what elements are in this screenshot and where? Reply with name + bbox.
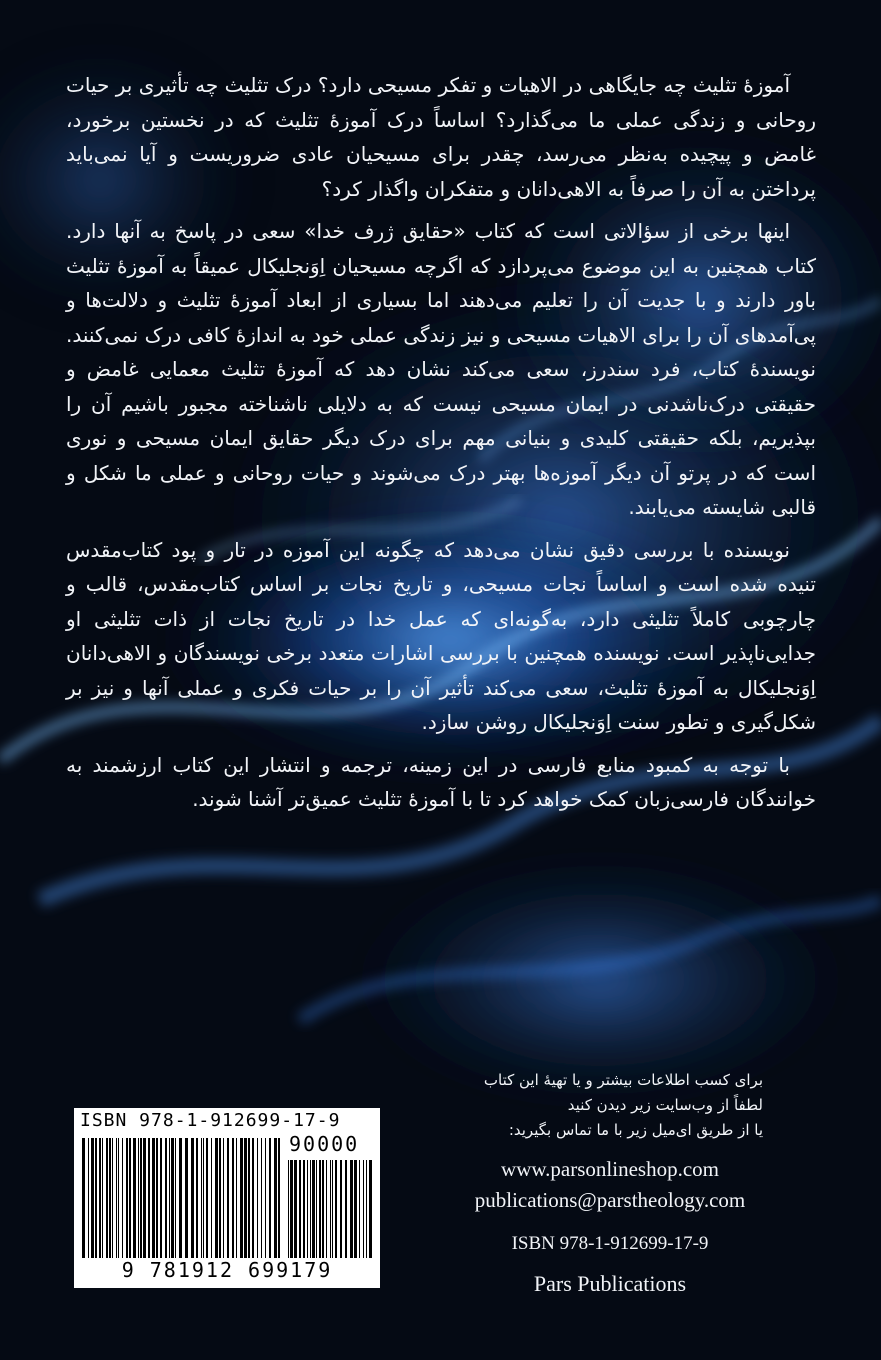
barcode-bar: [148, 1138, 150, 1258]
barcode-bar: [335, 1160, 337, 1258]
barcode-bar: [332, 1160, 333, 1258]
barcode-bar: [299, 1160, 301, 1258]
barcode-bar: [191, 1138, 194, 1258]
description-paragraph-3: نویسنده با بررسی دقیق نشان می‌دهد که چگونه این آموزه در تار و پود کتاب‌مقدس تنیده شده است و اساساً نجات مسیحی، و تاریخ نجات بر اساس کتاب‌مقدس، قالب و چارچوبی کاملاً تثلیثی دارد، به‌گونه‌ای که عمل خدا در تاریخ نجات از ذات تثلیثی او جدایی‌ناپذیر است. نویسنده همچنین با بررسی اشارات متعدد برخی نویسندگان و الاهی‌دانان اِوَنجلیکال به آموزهٔ تثلیث، سعی می‌کند تأثیر آن را بر حیات فکری و عملی آنها و نیز بر شکل‌گیری و تطور سنت اِوَنجلیکال روشن سازد.: [66, 537, 816, 734]
barcode-bar: [265, 1138, 266, 1258]
barcode-bar: [95, 1138, 97, 1258]
description-paragraph-2: اینها برخی از سؤالاتی است که کتاب «حقایق ژرف خدا» سعی در پاسخ به آنها دارد. کتاب همچنین به این موضوع می‌پردازد که اگرچه مسیحیان اِوَنجلیکال عمیقاً به آموزهٔ تثلیث باور دارند و با جدیت آن را تعلیم می‌دهند اما بسیاری از ابعاد آموزهٔ تثلیث و دلالت‌ها و پی‌آمدهای آن را برای الاهیات مسیحی و نیز زندگی عملی خود به اندازهٔ کافی درک نمی‌کنند. نویسندهٔ کتاب، فرد سندرز، سعی می‌کند نشان دهد که آموزهٔ تثلیث معمایی غامض و حقیقتی درک‌ناشدنی در ایمان مسیحی نیست که به دلایلی ناشناخته مجبور باشیم آن را بپذیریم، بلکه حقیقتی کلیدی و بنیانی مهم برای درک دیگر حقایق ایمان مسیحی و نوری است که در پرتو آن دیگر آموزه‌ها بهتر درک می‌شوند و حیات روحانی و عملی ما شکل و قالبی شایسته می‌یابند.: [66, 219, 816, 519]
barcode-bar: [236, 1138, 237, 1258]
barcode-bar: [366, 1160, 367, 1258]
barcode-bar: [257, 1138, 258, 1258]
barcode-bar: [203, 1138, 204, 1258]
barcode-price-code: 90000: [289, 1132, 360, 1156]
barcode-bar: [219, 1138, 221, 1258]
barcode-bar: [350, 1160, 353, 1258]
barcode-bar: [248, 1138, 250, 1258]
barcode-bar: [143, 1138, 146, 1258]
barcode-bar: [294, 1160, 297, 1258]
barcode-bar: [171, 1138, 174, 1258]
contact-line-2: لطفاً از وب‌سایت زیر دیدن کنید: [567, 1096, 763, 1114]
barcode-bar: [244, 1138, 247, 1258]
barcode-bar: [269, 1138, 271, 1258]
description-paragraph-4: با توجه به کمبود منابع فارسی در این زمینه، ترجمه و انتشار این کتاب ارزشمند به خوانندگان فارسی‌زبان کمک خواهد کرد تا با آموزهٔ تثلیث عمیق‌تر آشنا شوند.: [66, 752, 816, 811]
email-link[interactable]: publications@parstheology.com: [474, 1188, 746, 1212]
barcode-bar: [102, 1138, 103, 1258]
description-paragraph-1: آموزهٔ تثلیث چه جایگاهی در الاهیات و تفکر مسیحی دارد؟ درک تثلیث چه تأثیری بر حیات روحانی و زندگی عملی ما می‌گذارد؟ اساساً درک آموزهٔ تثلیث که در نخستین برخورد، غامض و پیچیده به‌نظر می‌رسد، چقدر برای مسیحیان عادی ضروریست و آیا نمی‌باید پرداختن به آن را صرفاً به الاهی‌دانان و متفکران واگذار کرد؟: [66, 73, 816, 201]
barcode-bar: [116, 1138, 117, 1258]
barcode-bar: [201, 1138, 202, 1258]
barcode-bar: [165, 1138, 167, 1258]
barcode-bar: [240, 1138, 243, 1258]
barcode-bar: [211, 1138, 212, 1258]
back-cover-description: [66, 68, 816, 825]
publisher-name: Pars Publications: [533, 1271, 687, 1296]
barcode-bar: [274, 1138, 277, 1258]
barcode-bar: [215, 1138, 218, 1258]
barcode-bar: [232, 1138, 234, 1258]
barcode-bar: [140, 1138, 142, 1258]
barcode-bar: [185, 1138, 188, 1258]
contact-line-3: یا از طریق ای‌میل زیر با ما تماس بگیرید:: [508, 1121, 763, 1139]
barcode-bar: [106, 1138, 108, 1258]
barcode-bar: [109, 1138, 111, 1258]
barcode-bar: [322, 1160, 324, 1258]
barcode-bar: [340, 1160, 342, 1258]
barcode-bar: [175, 1138, 176, 1258]
barcode-bar: [169, 1138, 170, 1258]
barcode-bar: [129, 1138, 131, 1258]
barcode-bar: [91, 1138, 94, 1258]
barcode-bar: [345, 1160, 347, 1258]
barcode-bar: [319, 1160, 321, 1258]
barcode-bar: [288, 1160, 289, 1258]
barcode-bar: [133, 1138, 136, 1258]
barcode-bar: [160, 1138, 162, 1258]
barcode-bar: [206, 1138, 208, 1258]
barcode-bar: [310, 1160, 311, 1258]
barcode-bar: [326, 1160, 327, 1258]
barcode-bar: [82, 1138, 85, 1258]
barcode-isbn-label: ISBN 978-1-912699-17-9: [80, 1110, 341, 1131]
isbn-text: ISBN 978-1-912699-17-9: [511, 1233, 709, 1254]
isbn-barcode: [74, 1108, 380, 1288]
barcode-bar: [179, 1138, 182, 1258]
barcode-bar: [118, 1138, 119, 1258]
barcode-bar: [354, 1160, 357, 1258]
barcode-bar: [156, 1138, 158, 1258]
barcode-bar: [152, 1138, 155, 1258]
barcode-bar: [126, 1138, 128, 1258]
barcode-bar: [369, 1160, 372, 1258]
website-link[interactable]: www.parsonlineshop.com: [501, 1157, 719, 1181]
barcode-addon-bars-icon: [288, 1160, 374, 1260]
barcode-bar: [252, 1138, 254, 1258]
barcode-bar: [261, 1138, 262, 1258]
barcode-bar: [278, 1138, 280, 1258]
barcode-bar: [223, 1138, 224, 1258]
barcode-bar: [88, 1138, 89, 1258]
contact-info: [403, 1068, 763, 1143]
barcode-bar: [316, 1160, 317, 1258]
barcode-bar: [122, 1138, 123, 1258]
barcode-bar: [363, 1160, 364, 1258]
barcode-bar: [303, 1160, 305, 1258]
barcode-number: 9 781912 699179: [121, 1258, 333, 1282]
barcode-bar: [330, 1160, 331, 1258]
barcode-bar: [99, 1138, 101, 1258]
barcode-bar: [227, 1138, 229, 1258]
barcode-bar: [112, 1138, 113, 1258]
barcode-bar: [290, 1160, 293, 1258]
barcode-bar: [359, 1160, 360, 1258]
barcode-bar: [312, 1160, 315, 1258]
barcode-bar: [196, 1138, 198, 1258]
barcode-bar: [307, 1160, 308, 1258]
barcode-bar: [138, 1138, 139, 1258]
contact-line-1: برای کسب اطلاعات بیشتر و یا تهیهٔ این کتاب: [483, 1071, 763, 1089]
barcode-bars-icon: [82, 1138, 282, 1260]
